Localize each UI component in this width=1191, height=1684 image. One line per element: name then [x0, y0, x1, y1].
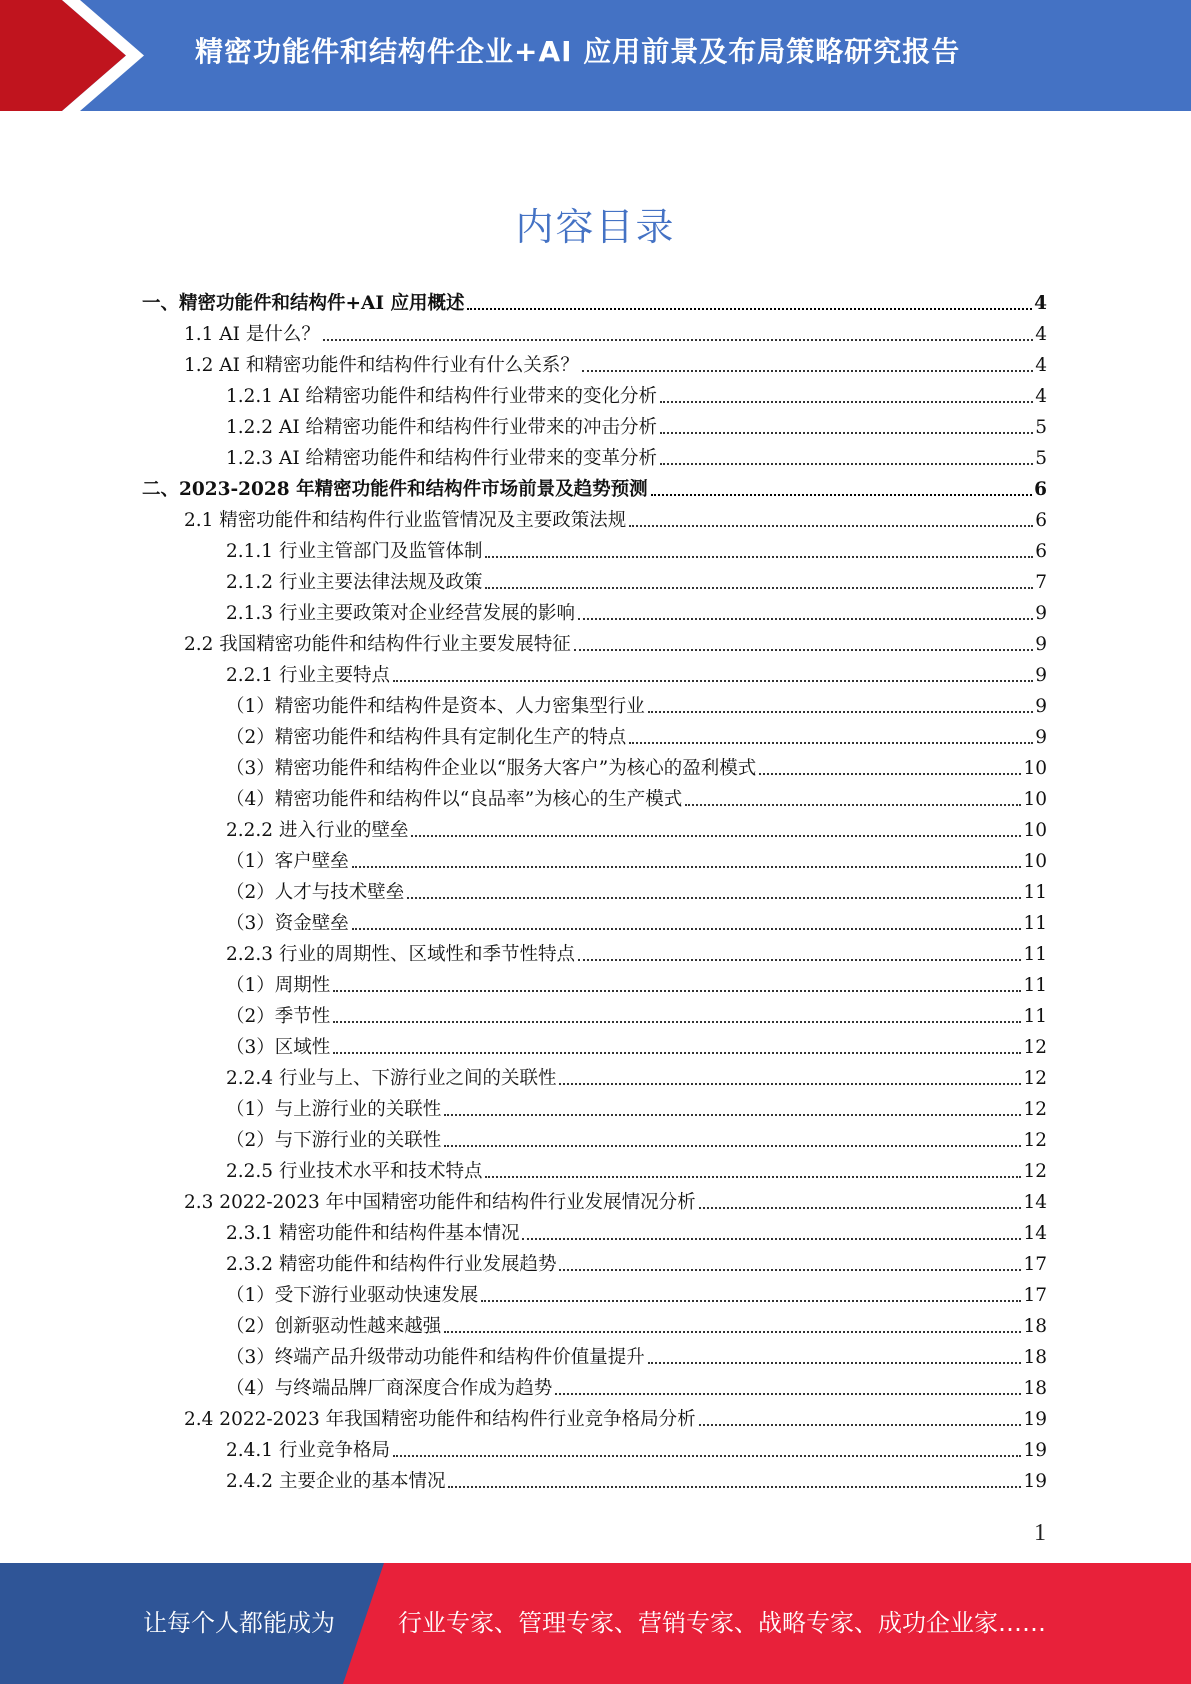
toc-leader-dots — [411, 835, 1021, 837]
toc-entry-title: 2.3.1 精密功能件和结构件基本情况 — [226, 1223, 520, 1244]
toc-entry[interactable] — [226, 1277, 1047, 1308]
toc-heading: 内容目录 — [515, 205, 676, 249]
toc-entry[interactable] — [226, 688, 1047, 719]
toc-entry-title: （1）受下游行业驱动快速发展 — [226, 1285, 479, 1306]
toc-entry-page: 14 — [1023, 1223, 1047, 1244]
toc-entry-page: 4 — [1034, 293, 1047, 314]
toc-entry-page: 9 — [1035, 727, 1047, 748]
toc-entry-title: 2.2.3 行业的周期性、区域性和季节性特点 — [226, 944, 575, 965]
footer-slogan-right: 行业专家、管理专家、营销专家、战略专家、成功企业家…… — [398, 1609, 1046, 1637]
toc-entry-title: （2）精密功能件和结构件具有定制化生产的特点 — [226, 727, 627, 748]
toc-entry-title: 2.1.2 行业主要法律法规及政策 — [226, 572, 483, 593]
toc-entry-title: （2）创新驱动性越来越强 — [226, 1316, 442, 1337]
toc-entry-title: 1.2.2 AI 给精密功能件和结构件行业带来的冲击分析 — [226, 417, 658, 438]
toc-leader-dots — [574, 649, 1033, 651]
toc-entry-page: 4 — [1035, 355, 1047, 376]
toc-entry[interactable] — [184, 1401, 1047, 1432]
toc-entry[interactable] — [226, 936, 1047, 967]
toc-entry-title: （3）区域性 — [226, 1037, 331, 1058]
toc-entry-page: 10 — [1023, 851, 1047, 872]
toc-entry-page: 18 — [1023, 1347, 1047, 1368]
toc-entry-title: （1）周期性 — [226, 975, 331, 996]
toc-entry-page: 9 — [1035, 603, 1047, 624]
toc-leader-dots — [485, 1176, 1021, 1178]
toc-entry-title: （4）与终端品牌厂商深度合作成为趋势 — [226, 1378, 553, 1399]
toc-entry-title: （2）人才与技术壁垒 — [226, 882, 405, 903]
toc-leader-dots — [660, 463, 1033, 465]
toc-entry[interactable] — [226, 1091, 1047, 1122]
toc-entry-page: 12 — [1023, 1068, 1047, 1089]
toc-entry[interactable] — [226, 843, 1047, 874]
toc-leader-dots — [629, 525, 1033, 527]
toc-entry-page: 4 — [1035, 386, 1047, 407]
toc-entry[interactable] — [226, 1060, 1047, 1091]
toc-entry-page: 5 — [1035, 448, 1047, 469]
report-footer — [0, 1563, 1191, 1684]
toc-entry-page: 11 — [1023, 975, 1047, 996]
toc-entry-title: 2.2.4 行业与上、下游行业之间的关联性 — [226, 1068, 557, 1089]
toc-entry[interactable] — [226, 657, 1047, 688]
toc-entry[interactable] — [226, 1308, 1047, 1339]
toc-leader-dots — [481, 1300, 1021, 1302]
toc-leader-dots — [393, 1455, 1021, 1457]
toc-leader-dots — [485, 587, 1033, 589]
toc-entry[interactable] — [226, 1215, 1047, 1246]
toc-entry-title: （3）终端产品升级带动功能件和结构件价值量提升 — [226, 1347, 645, 1368]
toc-entry-page: 10 — [1023, 758, 1047, 779]
toc-entry[interactable] — [226, 812, 1047, 843]
toc-entry[interactable] — [226, 440, 1047, 471]
toc-entry-page: 4 — [1035, 324, 1047, 345]
toc-entry-page: 18 — [1023, 1378, 1047, 1399]
toc-entry[interactable] — [226, 998, 1047, 1029]
toc-leader-dots — [660, 401, 1033, 403]
toc-entry-page: 5 — [1035, 417, 1047, 438]
toc-entry-page: 11 — [1023, 1006, 1047, 1027]
toc-leader-dots — [393, 680, 1033, 682]
toc-entry[interactable] — [226, 409, 1047, 440]
toc-entry-page: 12 — [1023, 1130, 1047, 1151]
toc-leader-dots — [759, 773, 1021, 775]
toc-entry[interactable] — [142, 471, 1047, 502]
toc-entry[interactable] — [226, 1432, 1047, 1463]
toc-entry[interactable] — [226, 1029, 1047, 1060]
toc-leader-dots — [559, 1269, 1021, 1271]
toc-entry-page: 11 — [1023, 913, 1047, 934]
toc-entry-title: （4）精密功能件和结构件以“良品率”为核心的生产模式 — [226, 789, 683, 810]
toc-entry[interactable] — [226, 750, 1047, 781]
toc-entry-title: 2.1 精密功能件和结构件行业监管情况及主要政策法规 — [184, 510, 627, 531]
report-title: 精密功能件和结构件企业+AI 应用前景及布局策略研究报告 — [195, 35, 961, 68]
toc-entry[interactable] — [226, 1246, 1047, 1277]
toc-entry[interactable] — [226, 595, 1047, 626]
toc-leader-dots — [407, 897, 1021, 899]
toc-entry[interactable] — [184, 502, 1047, 533]
toc-entry-title: （2）季节性 — [226, 1006, 331, 1027]
header-arrow-decoration — [0, 0, 160, 111]
toc-entry[interactable] — [226, 874, 1047, 905]
toc-leader-dots — [352, 866, 1022, 868]
toc-entry[interactable] — [184, 1184, 1047, 1215]
toc-entry-title: （3）资金壁垒 — [226, 913, 349, 934]
toc-leader-dots — [467, 308, 1032, 310]
toc-entry-title: 1.2.3 AI 给精密功能件和结构件行业带来的变革分析 — [226, 448, 658, 469]
toc-leader-dots — [648, 1362, 1022, 1364]
toc-leader-dots — [582, 370, 1033, 372]
toc-entry-title: 2.1.3 行业主要政策对企业经营发展的影响 — [226, 603, 575, 624]
toc-entry[interactable] — [184, 626, 1047, 657]
toc-entry-title: 2.2 我国精密功能件和结构件行业主要发展特征 — [184, 634, 571, 655]
toc-entry-page: 9 — [1035, 696, 1047, 717]
toc-leader-dots — [578, 618, 1033, 620]
toc-leader-dots — [352, 928, 1022, 930]
toc-entry-title: 2.1.1 行业主管部门及监管体制 — [226, 541, 483, 562]
toc-entry-page: 12 — [1023, 1099, 1047, 1120]
toc-entry-title: （1）与上游行业的关联性 — [226, 1099, 442, 1120]
toc-leader-dots — [578, 959, 1021, 961]
toc-entry[interactable] — [226, 1370, 1047, 1401]
toc-entry-title: 1.2 AI 和精密功能件和结构件行业有什么关系？ — [184, 355, 579, 376]
toc-entry-page: 6 — [1035, 541, 1047, 562]
toc-leader-dots — [660, 432, 1033, 434]
toc-entry[interactable] — [226, 1339, 1047, 1370]
toc-leader-dots — [444, 1331, 1021, 1333]
toc-entry-title: 2.2.2 进入行业的壁垒 — [226, 820, 409, 841]
toc-entry[interactable] — [226, 378, 1047, 409]
toc-entry-page: 6 — [1034, 479, 1047, 500]
toc-entry[interactable] — [226, 905, 1047, 936]
toc-entry[interactable] — [226, 1122, 1047, 1153]
toc-entry-page: 12 — [1023, 1161, 1047, 1182]
toc-leader-dots — [699, 1424, 1022, 1426]
toc-leader-dots — [559, 1083, 1021, 1085]
toc-entry-title: （2）与下游行业的关联性 — [226, 1130, 442, 1151]
toc-entry[interactable] — [226, 781, 1047, 812]
toc-leader-dots — [333, 1021, 1021, 1023]
toc-entry-title: 二、2023-2028 年精密功能件和结构件市场前景及趋势预测 — [142, 479, 648, 500]
toc-entry-page: 14 — [1023, 1192, 1047, 1213]
toc-entry-page: 7 — [1035, 572, 1047, 593]
toc-entry[interactable] — [226, 564, 1047, 595]
toc-entry-page: 6 — [1035, 510, 1047, 531]
toc-entry-title: 2.4.2 主要企业的基本情况 — [226, 1471, 446, 1492]
toc-entry-page: 19 — [1023, 1471, 1047, 1492]
toc-entry-page: 12 — [1023, 1037, 1047, 1058]
toc-leader-dots — [485, 556, 1033, 558]
toc-entry-title: 2.2.5 行业技术水平和技术特点 — [226, 1161, 483, 1182]
toc-entry-page: 17 — [1023, 1254, 1047, 1275]
toc-leader-dots — [651, 494, 1033, 496]
toc-leader-dots — [323, 339, 1033, 341]
toc-entry-title: 1.1 AI 是什么？ — [184, 324, 320, 345]
toc-entry[interactable] — [226, 1153, 1047, 1184]
toc-entry-page: 9 — [1035, 634, 1047, 655]
toc-entry[interactable] — [184, 347, 1047, 378]
toc-entry-title: 2.4 2022-2023 年我国精密功能件和结构件行业竞争格局分析 — [184, 1409, 696, 1430]
toc-entry[interactable] — [226, 533, 1047, 564]
report-header — [0, 0, 1191, 111]
toc-entry-page: 19 — [1023, 1440, 1047, 1461]
toc-entry-page: 19 — [1023, 1409, 1047, 1430]
toc-leader-dots — [699, 1207, 1022, 1209]
toc-entry-title: 2.2.1 行业主要特点 — [226, 665, 390, 686]
toc-entry[interactable] — [184, 316, 1047, 347]
toc-leader-dots — [685, 804, 1021, 806]
toc-entry-title: （3）精密功能件和结构件企业以“服务大客户”为核心的盈利模式 — [226, 758, 757, 779]
toc-entry-title: 2.3 2022-2023 年中国精密功能件和结构件行业发展情况分析 — [184, 1192, 696, 1213]
toc-entry[interactable] — [226, 719, 1047, 750]
toc-entry-title: （1）精密功能件和结构件是资本、人力密集型行业 — [226, 696, 645, 717]
toc-leader-dots — [444, 1145, 1021, 1147]
toc-leader-dots — [522, 1238, 1021, 1240]
toc-leader-dots — [333, 990, 1021, 992]
toc-entry-title: 一、精密功能件和结构件+AI 应用概述 — [142, 293, 465, 314]
toc-entry-title: 2.4.1 行业竞争格局 — [226, 1440, 390, 1461]
toc-entry-title: （1）客户壁垒 — [226, 851, 349, 872]
toc-leader-dots — [333, 1052, 1021, 1054]
toc-leader-dots — [444, 1114, 1021, 1116]
toc-leader-dots — [648, 711, 1033, 713]
toc-entry-page: 11 — [1023, 882, 1047, 903]
toc-leader-dots — [448, 1486, 1021, 1488]
toc-entry-page: 10 — [1023, 789, 1047, 810]
toc-entry[interactable] — [226, 1463, 1047, 1494]
toc-leader-dots — [629, 742, 1033, 744]
toc-entry-page: 10 — [1023, 820, 1047, 841]
toc-entry-page: 18 — [1023, 1316, 1047, 1337]
toc-entry[interactable] — [142, 285, 1047, 316]
toc-entry-page: 17 — [1023, 1285, 1047, 1306]
toc-leader-dots — [555, 1393, 1021, 1395]
toc-entry-page: 11 — [1023, 944, 1047, 965]
toc-entry-page: 9 — [1035, 665, 1047, 686]
footer-slogan-left: 让每个人都能成为 — [143, 1609, 335, 1637]
toc-entry-title: 2.3.2 精密功能件和结构件行业发展趋势 — [226, 1254, 557, 1275]
toc-entry[interactable] — [226, 967, 1047, 998]
page-number: 1 — [1034, 1520, 1046, 1546]
toc-entry-title: 1.2.1 AI 给精密功能件和结构件行业带来的变化分析 — [226, 386, 658, 407]
